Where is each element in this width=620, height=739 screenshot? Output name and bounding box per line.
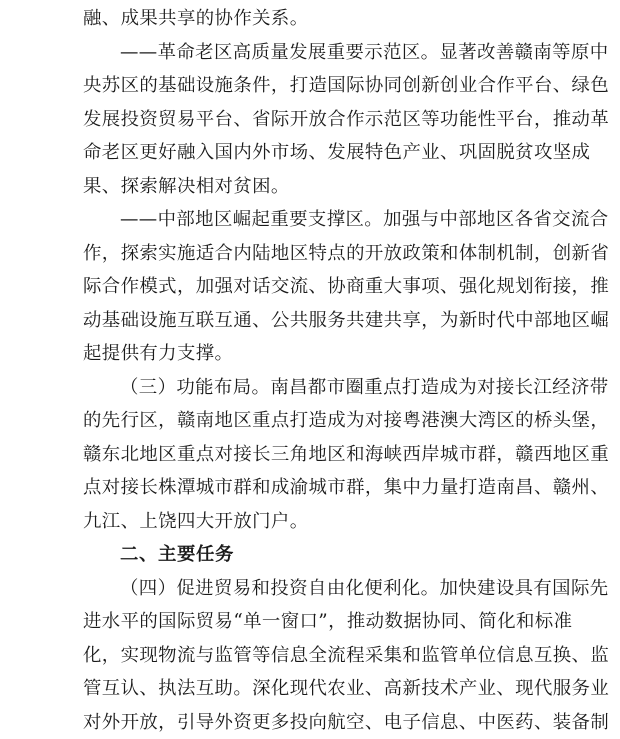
text-line: 进水平的国际贸易“单一窗口”，推动数据协同、简化和标准 — [83, 605, 543, 639]
text-line: 对外开放，引导外资更多投向航空、电子信息、中医药、装备制 — [83, 706, 543, 739]
text-line: （三）功能布局。南昌都市圈重点打造成为对接长江经济带 — [120, 371, 543, 405]
text-line: 融、成果共享的协作关系。 — [83, 2, 543, 36]
text-line: 管互认、执法互助。深化现代农业、高新技术产业、现代服务业 — [83, 672, 543, 706]
text-line: 动基础设施互联互通、公共服务共建共享，为新时代中部地区崛 — [83, 304, 543, 338]
text-line: ——中部地区崛起重要支撑区。加强与中部地区各省交流合 — [120, 203, 543, 237]
text-line: 果、探索解决相对贫困。 — [83, 170, 543, 204]
text-line: 作，探索实施适合内陆地区特点的开放政策和体制机制，创新省 — [83, 237, 543, 271]
text-line: ——革命老区高质量发展重要示范区。显著改善赣南等原中 — [120, 36, 543, 70]
text-line: 命老区更好融入国内外市场、发展特色产业、巩固脱贫攻坚成 — [83, 136, 543, 170]
text-line: 化，实现物流与监管等信息全流程采集和监管单位信息互换、监 — [83, 639, 543, 673]
text-line: （四）促进贸易和投资自由化便利化。加快建设具有国际先 — [120, 572, 543, 606]
text-line: 九江、上饶四大开放门户。 — [83, 505, 543, 539]
text-line: 央苏区的基础设施条件，打造国际协同创新创业合作平台、绿色 — [83, 69, 543, 103]
section-heading: 二、主要任务 — [120, 538, 234, 572]
text-line: 赣东北地区重点对接长三角地区和海峡西岸城市群，赣西地区重 — [83, 438, 543, 472]
text-line: 起提供有力支撑。 — [83, 337, 543, 371]
text-line: 点对接长株潭城市群和成渝城市群，集中力量打造南昌、赣州、 — [83, 471, 543, 505]
text-line: 发展投资贸易平台、省际开放合作示范区等功能性平台，推动革 — [83, 103, 543, 137]
text-line: 际合作模式，加强对话交流、协商重大事项、强化规划衔接，推 — [83, 270, 543, 304]
text-line: 的先行区，赣南地区重点打造成为对接粤港澳大湾区的桥头堡， — [83, 404, 543, 438]
